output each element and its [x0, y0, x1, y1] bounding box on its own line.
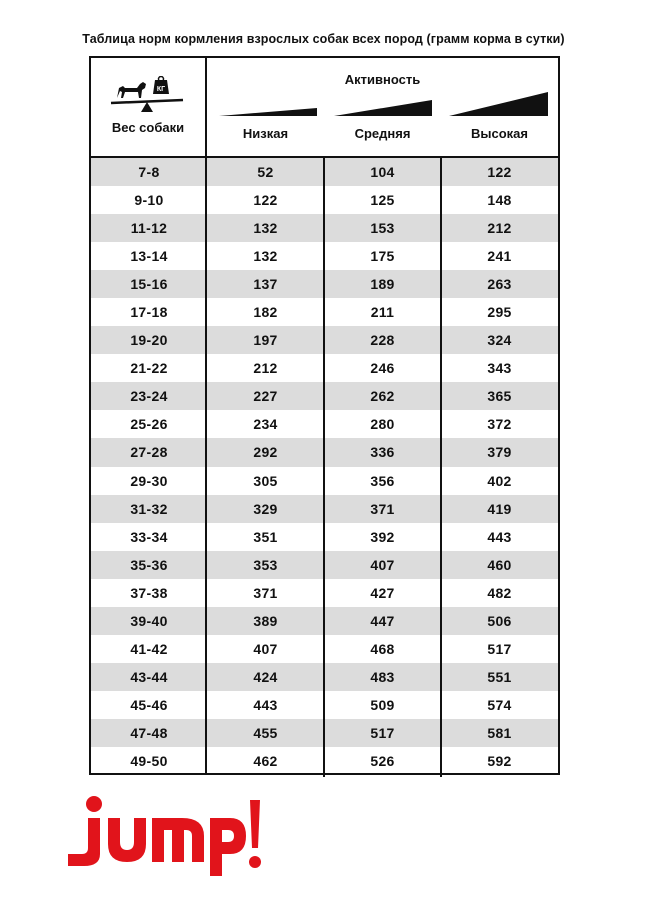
high-activity-cell: 379 — [487, 444, 512, 461]
weight-cell: 41-42 — [130, 640, 168, 657]
wedge-low — [219, 108, 317, 116]
high-activity-cell: 365 — [487, 388, 512, 405]
low-activity-cell: 353 — [253, 556, 278, 573]
svg-text:КГ: КГ — [156, 86, 166, 93]
mid-activity-cell: 125 — [370, 192, 395, 209]
low-activity-cell: 329 — [253, 500, 278, 517]
mid-activity-cell: 228 — [370, 332, 395, 349]
level-low-label: Низкая — [242, 126, 289, 141]
mid-activity-cell: 407 — [370, 556, 395, 573]
low-activity-cell: 227 — [253, 388, 278, 405]
divider-mid — [440, 158, 442, 777]
low-activity-cell: 424 — [253, 668, 278, 685]
mid-activity-cell: 427 — [370, 584, 395, 601]
divider-low — [323, 158, 325, 777]
low-activity-cell: 292 — [253, 444, 278, 461]
weight-cell: 15-16 — [130, 276, 168, 293]
dog-scale-icon — [107, 76, 189, 120]
low-activity-cell: 122 — [253, 192, 278, 209]
mid-activity-cell: 262 — [370, 388, 395, 405]
mid-activity-cell: 175 — [370, 248, 395, 265]
high-activity-cell: 482 — [487, 584, 512, 601]
high-activity-cell: 402 — [487, 472, 512, 489]
low-activity-cell: 371 — [253, 584, 278, 601]
weight-cell: 37-38 — [130, 584, 168, 601]
weight-cell: 47-48 — [130, 724, 168, 741]
weight-cell: 39-40 — [130, 612, 168, 629]
low-activity-cell: 455 — [253, 724, 278, 741]
high-activity-cell: 592 — [487, 753, 512, 769]
high-activity-cell: 506 — [487, 612, 512, 629]
weight-cell: 43-44 — [130, 668, 168, 685]
weight-cell: 7-8 — [138, 164, 160, 181]
high-activity-cell: 419 — [487, 500, 512, 517]
mid-activity-cell: 483 — [370, 668, 395, 685]
activity-wedges — [207, 88, 558, 120]
mid-activity-cell: 153 — [370, 220, 395, 237]
mid-activity-cell: 280 — [370, 416, 395, 433]
low-activity-cell: 407 — [253, 640, 278, 657]
page-title: Таблица норм кормления взрослых собак всех пород (грамм корма в сутки) — [82, 32, 565, 46]
high-activity-cell: 574 — [487, 696, 512, 713]
high-activity-cell: 122 — [487, 164, 512, 181]
weight-cell: 23-24 — [130, 388, 168, 405]
mid-activity-cell: 509 — [370, 696, 395, 713]
table-header — [91, 58, 558, 158]
low-activity-cell: 351 — [253, 528, 278, 545]
jump-logo — [64, 792, 264, 887]
weight-cell: 31-32 — [130, 500, 168, 517]
level-high-label: Высокая — [471, 126, 528, 141]
activity-title: Активность — [344, 72, 421, 87]
mid-activity-cell: 246 — [370, 360, 395, 377]
weight-cell: 45-46 — [130, 696, 168, 713]
weight-cell: 33-34 — [130, 528, 168, 545]
low-activity-cell: 137 — [253, 276, 278, 293]
high-activity-cell: 551 — [487, 668, 512, 685]
low-activity-cell: 389 — [253, 612, 278, 629]
high-activity-cell: 324 — [487, 332, 512, 349]
high-activity-cell: 212 — [487, 220, 512, 237]
high-activity-cell: 443 — [487, 528, 512, 545]
weight-cell: 29-30 — [130, 472, 168, 489]
mid-activity-cell: 468 — [370, 640, 395, 657]
mid-activity-cell: 336 — [370, 444, 395, 461]
high-activity-cell: 581 — [487, 724, 512, 741]
jump-logo-mark — [64, 792, 264, 882]
low-activity-cell: 132 — [253, 248, 278, 265]
high-activity-cell: 517 — [487, 640, 512, 657]
weight-cell: 25-26 — [130, 416, 168, 433]
low-activity-cell: 182 — [253, 304, 278, 321]
high-activity-cell: 372 — [487, 416, 512, 433]
mid-activity-cell: 211 — [370, 304, 395, 321]
low-activity-cell: 234 — [253, 416, 278, 433]
high-activity-cell: 241 — [487, 248, 512, 265]
weight-cell: 11-12 — [130, 220, 168, 237]
mid-activity-cell: 104 — [370, 164, 395, 181]
high-activity-cell: 148 — [487, 192, 512, 209]
weight-header — [91, 58, 207, 156]
mid-activity-cell: 392 — [370, 528, 395, 545]
wedge-mid — [334, 100, 432, 116]
weight-cell: 49-50 — [130, 753, 168, 769]
low-activity-cell: 462 — [253, 753, 278, 769]
high-activity-cell: 343 — [487, 360, 512, 377]
weight-cell: 27-28 — [130, 444, 168, 461]
low-activity-cell: 212 — [253, 360, 278, 377]
mid-activity-cell: 371 — [370, 500, 395, 517]
mid-activity-cell: 517 — [370, 724, 395, 741]
weight-cell: 17-18 — [130, 304, 168, 321]
low-activity-cell: 197 — [253, 332, 278, 349]
high-activity-cell: 460 — [487, 556, 512, 573]
weight-label: Вес собаки — [111, 120, 185, 135]
low-activity-cell: 132 — [253, 220, 278, 237]
high-activity-cell: 263 — [487, 276, 512, 293]
weight-cell: 13-14 — [130, 248, 168, 265]
high-activity-cell: 295 — [487, 304, 512, 321]
low-activity-cell: 52 — [257, 164, 274, 181]
weight-cell: 19-20 — [130, 332, 168, 349]
feeding-table — [89, 56, 560, 775]
weight-cell: 21-22 — [130, 360, 168, 377]
svg-text:jump!: jump! — [164, 881, 167, 882]
mid-activity-cell: 189 — [370, 276, 395, 293]
low-activity-cell: 305 — [253, 472, 278, 489]
low-activity-cell: 443 — [253, 696, 278, 713]
wedge-high — [449, 92, 548, 116]
divider-weight — [205, 58, 207, 773]
weight-cell: 9-10 — [134, 192, 164, 209]
level-mid-label: Средняя — [354, 126, 411, 141]
weight-cell: 35-36 — [130, 556, 168, 573]
mid-activity-cell: 356 — [370, 472, 395, 489]
mid-activity-cell: 447 — [370, 612, 395, 629]
mid-activity-cell: 526 — [370, 753, 395, 769]
